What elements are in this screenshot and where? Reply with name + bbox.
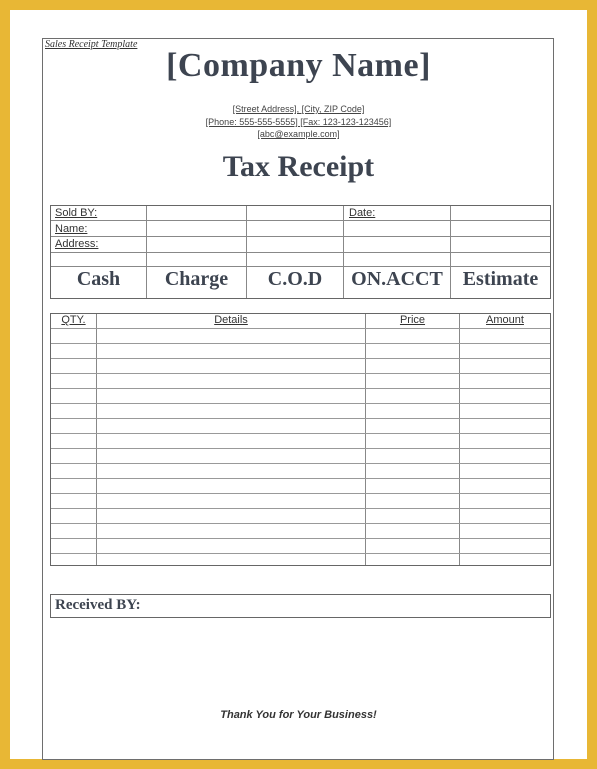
- items-row-divider: [51, 478, 550, 479]
- address-line-1: [Street Address], [City, ZIP Code]: [232, 104, 365, 114]
- payment-estimate: Estimate: [462, 268, 539, 290]
- details-header: Details: [214, 314, 248, 326]
- address-label: Address:: [55, 238, 99, 250]
- info-row-divider: [51, 220, 550, 221]
- receipt-title: Tax Receipt: [222, 150, 375, 183]
- items-row-divider: [51, 433, 550, 434]
- amount-header: Amount: [486, 314, 524, 326]
- date-label: Date:: [349, 207, 376, 219]
- items-row-divider: [51, 448, 550, 449]
- payment-on-account: ON.ACCT: [351, 268, 443, 290]
- name-label: Name:: [55, 223, 88, 235]
- info-row-divider: [51, 236, 550, 237]
- items-row-divider: [51, 538, 550, 539]
- payment-cod: C.O.D: [267, 268, 323, 290]
- received-by-label: Received BY:: [55, 597, 141, 613]
- company-name: [Company Name]: [166, 47, 431, 84]
- items-row-divider: [51, 343, 550, 344]
- items-table: [50, 313, 551, 566]
- items-row-divider: [51, 523, 550, 524]
- items-row-divider: [51, 463, 550, 464]
- info-row-divider: [51, 252, 550, 253]
- info-table: [50, 205, 551, 299]
- qty-header: QTY.: [61, 314, 86, 326]
- payment-charge: Charge: [164, 268, 229, 290]
- items-row-divider: [51, 358, 550, 359]
- price-header: Price: [399, 314, 426, 326]
- thank-you-note: Thank You for Your Business!: [220, 709, 377, 721]
- items-row-divider: [51, 373, 550, 374]
- info-row-divider: [51, 266, 550, 267]
- items-row-divider: [51, 418, 550, 419]
- items-col-divider: [459, 314, 460, 565]
- items-row-divider: [51, 493, 550, 494]
- items-row-divider: [51, 403, 550, 404]
- items-row-divider: [51, 508, 550, 509]
- items-col-divider: [96, 314, 97, 565]
- items-row-divider: [51, 553, 550, 554]
- address-line-2: [Phone: 555-555-5555] [Fax: 123-123-123456]: [205, 117, 392, 127]
- items-row-divider: [51, 328, 550, 329]
- address-line-3: [abc@example.com]: [257, 129, 340, 139]
- sold-by-label: Sold BY:: [55, 207, 98, 219]
- received-by-box: [50, 594, 551, 618]
- payment-cash: Cash: [76, 268, 121, 290]
- template-label: Sales Receipt Template: [45, 39, 138, 50]
- items-col-divider: [365, 314, 366, 565]
- items-row-divider: [51, 388, 550, 389]
